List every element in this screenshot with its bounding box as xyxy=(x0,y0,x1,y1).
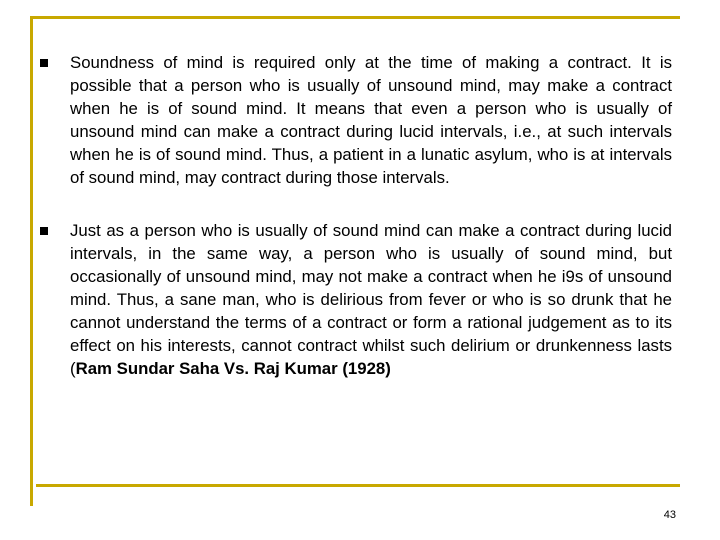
bullet-text-2 xyxy=(70,219,672,380)
square-bullet-icon xyxy=(40,227,48,235)
frame-left-rule xyxy=(30,16,33,506)
square-bullet-icon xyxy=(40,59,48,67)
page-number: 43 xyxy=(663,509,676,521)
slide-content xyxy=(40,51,672,410)
bullet-text-1: Soundness of mind is required only at the time of making a contract. It is possible that a person who is usually of unsound mind, may make a contract when he is of sound mind. It means that even a person who is usually of unsound mind can make a contract during lucid intervals, i.e., at such intervals when he is of sound mind. Thus, a patient in a lunatic asylum, who is at intervals of sound mind, may contract during those intervals. xyxy=(70,53,672,187)
case-citation: Ram Sundar Saha Vs. Raj Kumar (1928) xyxy=(75,359,391,378)
bullet-item-1 xyxy=(40,51,672,189)
frame-top-rule xyxy=(30,16,680,19)
bullet-item-2 xyxy=(40,219,672,380)
bullet-text-2-body: Just as a person who is usually of sound mind can make a contract during lucid intervals, in the same way, a person who is usually of sound mind, but occasionally of unsound mind, may not make a contract when he i9s of unsound mind. Thus, a sane man, who is delirious from fever or who is so drunk that he cannot understand the terms of a contract or form a rational judgement as to its effect on his interests, cannot contract whilst such delirium or drunkenness lasts ( xyxy=(70,221,672,378)
frame-bottom-rule xyxy=(36,484,680,487)
